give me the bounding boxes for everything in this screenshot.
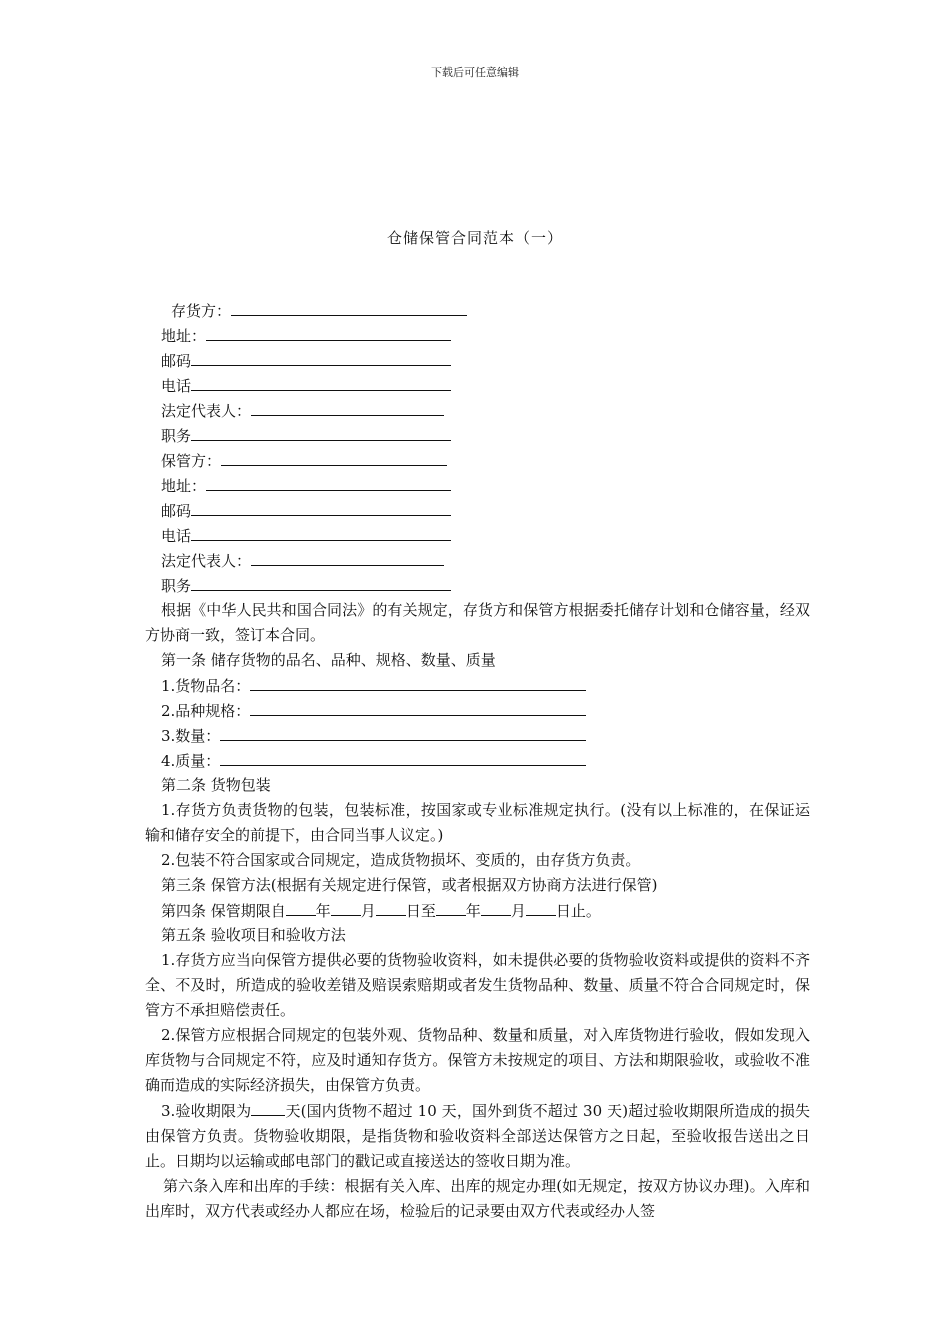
- party-custodian-line: 保管方：: [145, 448, 810, 473]
- fill-blank: [220, 723, 586, 741]
- party-position-line: 职务: [145, 573, 810, 598]
- fill-blank: [331, 898, 361, 916]
- article-4-line: 第四条 保管期限自 年 月 日至 年 月 日止。: [145, 898, 810, 923]
- article-5-paragraph: 2.保管方应根据合同规定的包装外观、货物品种、数量和质量，对入库货物进行验收，假如发现入库货物与合同规定不符，应及时通知存货方。保管方未按规定的项目、方法和期限验收，或验收不准确而造成的实际经济损失，由保管方负责。: [145, 1026, 810, 1094]
- article-3-line: 第三条 保管方法(根据有关规定进行保管，或者根据双方协商方法进行保管): [161, 876, 658, 894]
- party-postcode-line: 邮码: [145, 498, 810, 523]
- intro-paragraph: 根据《中华人民共和国合同法》的有关规定，存货方和保管方根据委托储存计划和仓储容量，经双方协商一致，签订本合同。: [145, 601, 810, 644]
- contract-body: [145, 298, 810, 1224]
- article-1-item: 2.品种规格：: [145, 698, 810, 723]
- document-title: 仓储保管合同范本（一）: [386, 229, 563, 247]
- fill-blank: [526, 898, 556, 916]
- article-5-heading: 第五条 验收项目和验收方法: [161, 926, 346, 944]
- fill-blank: [206, 323, 451, 341]
- fill-blank: [250, 698, 586, 716]
- article-1-heading: 第一条 储存货物的品名、品种、规格、数量、质量: [161, 651, 496, 669]
- fill-blank: [251, 1098, 285, 1116]
- article-1-item: 3.数量：: [145, 723, 810, 748]
- fill-blank: [191, 523, 451, 541]
- fill-blank: [251, 398, 444, 416]
- fill-blank: [206, 473, 451, 491]
- party-legal-rep-line: 法定代表人：: [145, 548, 810, 573]
- party-address-line: 地址：: [145, 323, 810, 348]
- article-5-paragraph: 1.存货方应当向保管方提供必要的货物验收资料，如未提供必要的货物验收资料或提供的资料不齐全、不及时，所造成的验收差错及赔误索赔期或者发生货物品种、数量、质量不符合合同规定时，保管方不承担赔偿责任。: [145, 951, 810, 1019]
- article-1-item: 4.质量：: [145, 748, 810, 773]
- page-header-note: 下载后可任意编辑: [431, 66, 519, 79]
- fill-blank: [376, 898, 406, 916]
- party-address-line: 地址：: [145, 473, 810, 498]
- fill-blank: [191, 373, 451, 391]
- article-1-item: 1.货物品名：: [145, 673, 810, 698]
- fill-blank: [231, 298, 467, 316]
- fill-blank: [481, 898, 511, 916]
- article-5-paragraph: 3.验收期限为 天(国内货物不超过 10 天，国外到货不超过 30 天)超过验收期限所造成的损失由保管方负责。货物验收期限，是指货物和验收资料全部送达保管方之日起，至验收报告送出之日止。日期均以运输或邮电部门的戳记或直接送达的签收日期为准。: [145, 1098, 810, 1174]
- article-2-heading: 第二条 货物包装: [161, 776, 271, 794]
- party-legal-rep-line: 法定代表人：: [145, 398, 810, 423]
- fill-blank: [220, 748, 586, 766]
- article-2-paragraph: 1.存货方负责货物的包装，包装标准，按国家或专业标准规定执行。(没有以上标准的，在保证运输和储存安全的前提下，由合同当事人议定。): [145, 801, 810, 844]
- fill-blank: [191, 423, 451, 441]
- fill-blank: [251, 548, 444, 566]
- article-6-paragraph: 第六条入库和出库的手续：根据有关入库、出库的规定办理(如无规定，按双方协议办理)。入库和出库时，双方代表或经办人都应在场，检验后的记录要由双方代表或经办人签: [145, 1177, 810, 1220]
- fill-blank: [191, 498, 451, 516]
- article-2-paragraph: 2.包装不符合国家或合同规定，造成货物损坏、变质的，由存货方负责。: [161, 851, 641, 869]
- fill-blank: [250, 673, 586, 691]
- fill-blank: [436, 898, 466, 916]
- party-position-line: 职务: [145, 423, 810, 448]
- party-phone-line: 电话: [145, 523, 810, 548]
- party-phone-line: 电话: [145, 373, 810, 398]
- fill-blank: [221, 448, 447, 466]
- party-depositor-line: 存货方：: [145, 298, 810, 323]
- party-postcode-line: 邮码: [145, 348, 810, 373]
- fill-blank: [191, 573, 451, 591]
- fill-blank: [191, 348, 451, 366]
- fill-blank: [286, 898, 316, 916]
